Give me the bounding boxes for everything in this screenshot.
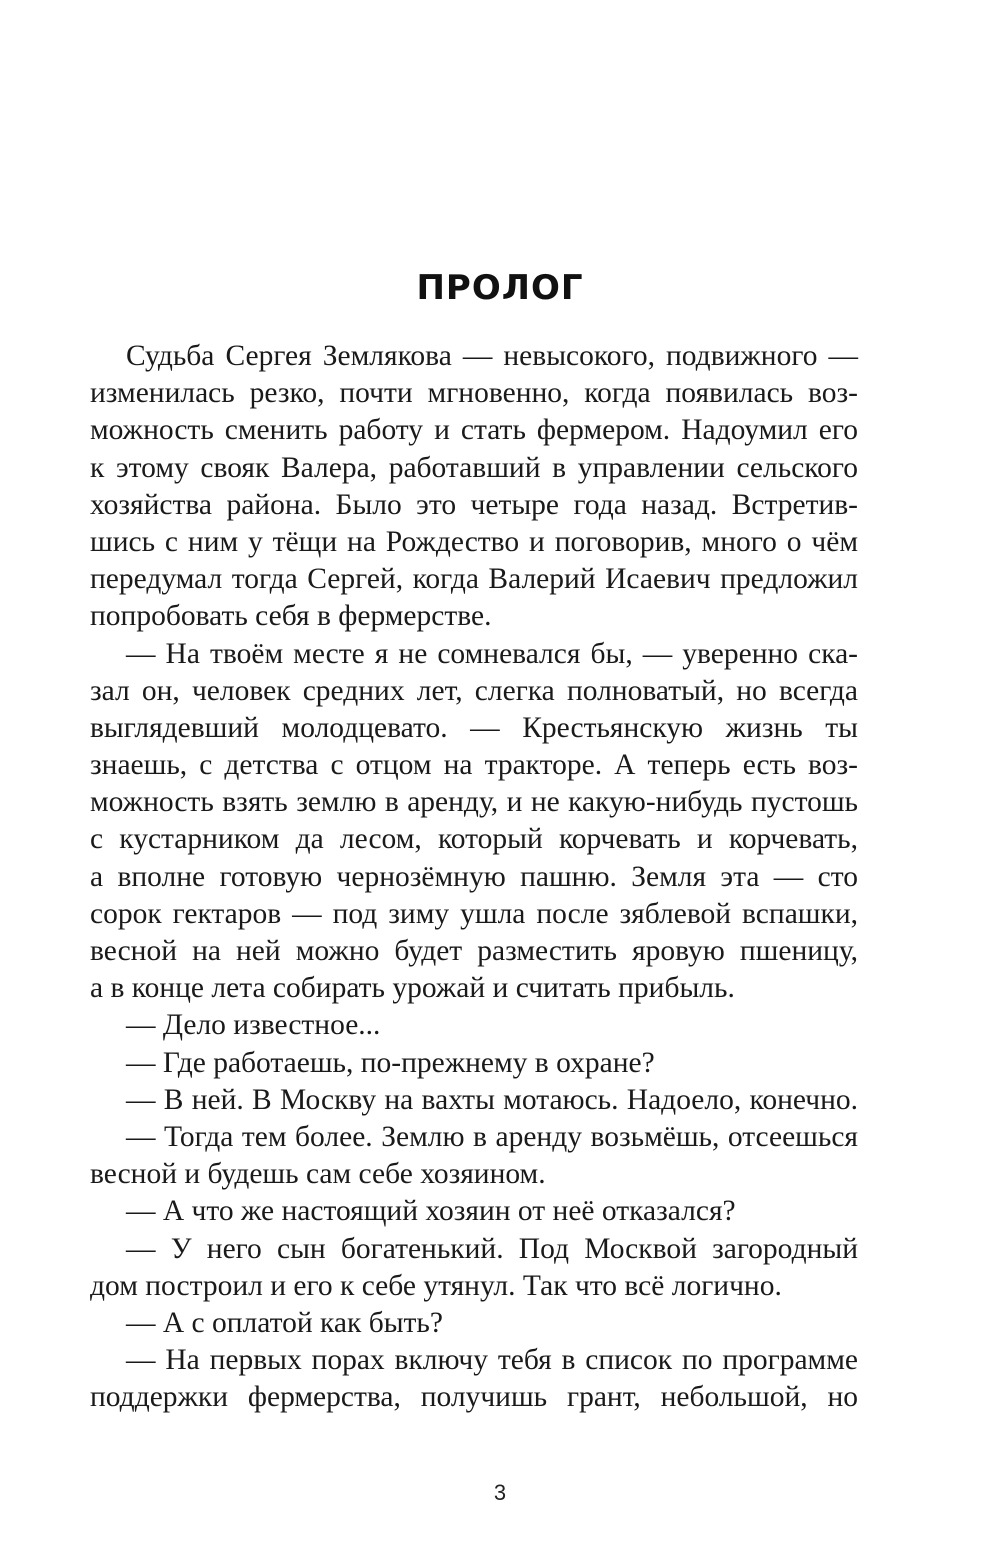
text-line: — Тогда тем более. Землю в аренду возьмёшь, отсеешься <box>126 1120 858 1153</box>
body-text <box>90 338 858 1416</box>
page-number: 3 <box>493 1480 507 1505</box>
text-line: выглядевший молодцевато. — Крестьянскую жизнь ты <box>90 711 858 744</box>
text-line: хозяйства района. Было это четыре года назад. Встретив- <box>90 488 858 521</box>
text-line: — А с оплатой как быть? <box>126 1306 443 1339</box>
text-line: можность сменить работу и стать фермером. Надоумил его <box>90 414 858 447</box>
text-line: зал он, человек средних лет, слегка полноватый, но всегда <box>90 674 858 707</box>
text-line: — Дело известное... <box>126 1009 381 1042</box>
text-line: весной на ней можно будет разместить яровую пшеницу, <box>90 935 858 967</box>
text-line: изменилась резко, почти мгновенно, когда появилась воз- <box>90 377 858 410</box>
text-line: весной и будешь сам себе хозяином. <box>90 1158 546 1191</box>
text-line: с кустарником да лесом, который корчевать и корчевать, <box>90 823 858 856</box>
text-line: поддержки фермерства, получишь грант, небольшой, но <box>90 1381 858 1414</box>
chapter-title: ПРОЛОГ <box>416 268 584 308</box>
text-line: шись с ним у тёщи на Рождество и поговорив, много о чём <box>90 525 858 558</box>
text-line: — У него сын богатенький. Под Москвой загородный <box>126 1232 858 1265</box>
text-line: передумал тогда Сергей, когда Валерий Исаевич предложил <box>90 563 858 596</box>
text-line: — Где работаешь, по-прежнему в охране? <box>126 1046 655 1079</box>
text-line: а в конце лета собирать урожай и считать прибыль. <box>90 972 735 1005</box>
text-line: попробовать себя в фермерстве. <box>90 600 492 633</box>
text-line: — На твоём месте я не сомневался бы, — уверенно ска- <box>126 637 858 670</box>
text-line: знаешь, с детства с отцом на тракторе. А теперь есть воз- <box>90 749 858 782</box>
text-line: можность взять землю в аренду, и не какую-нибудь пустошь <box>90 786 858 819</box>
text-line: к этому свояк Валера, работавший в управлении сельского <box>90 451 858 484</box>
text-line: а вполне готовую чернозёмную пашню. Земля эта — сто <box>90 860 858 893</box>
text-line: сорок гектаров — под зиму ушла после зяблевой вспашки, <box>90 897 858 930</box>
text-line: — На первых порах включу тебя в список по программе <box>126 1344 858 1377</box>
text-line: — А что же настоящий хозяин от неё отказался? <box>126 1195 736 1228</box>
text-line: — В ней. В Москву на вахты мотаюсь. Надоело, конечно. <box>126 1083 858 1116</box>
text-line: дом построил и его к себе утянул. Так что всё логично. <box>90 1269 782 1302</box>
text-line: Судьба Сергея Землякова — невысокого, подвижного — <box>126 340 858 372</box>
